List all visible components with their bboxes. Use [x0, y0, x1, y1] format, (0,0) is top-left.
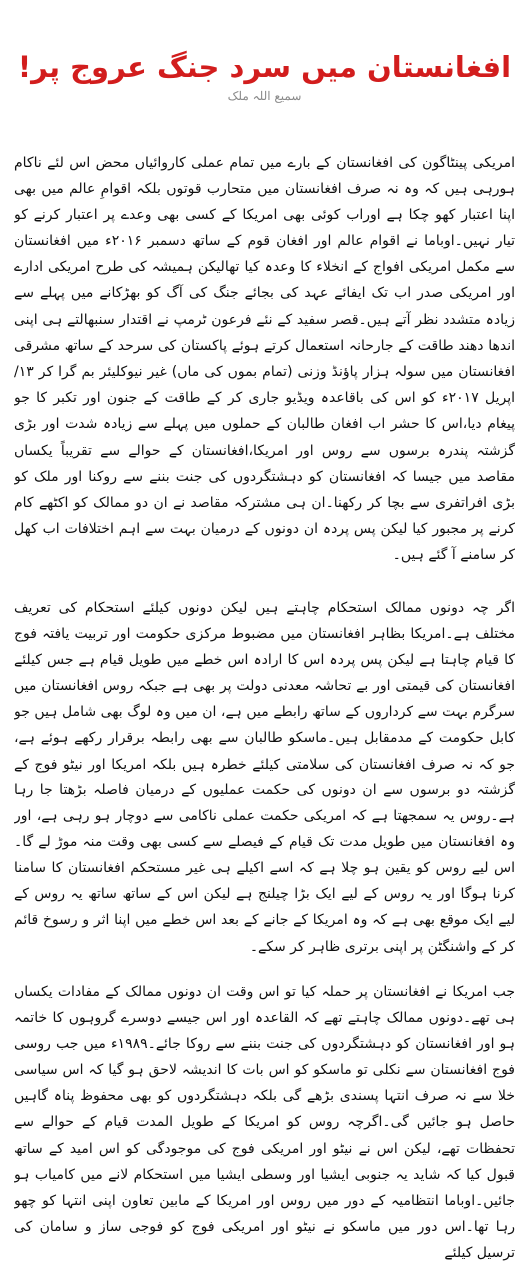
article-paragraph-5: جب امریکا نے افغانستان پر حملہ کیا تو اس وقت ان دونوں ممالک کے مفادات یکساں ہی تھے۔دونوں ممالک چاہتے تھے کہ القاعدہ اور اس جیسے دوسرے گروہوں کا خاتمہ ہو اور افغانستان کو دہشتگردوں کی جنت بننے سے روکا جائے۔۱۹۸۹ء میں جب روسی فوج افغانستان سے نکلی تو ماسکو کو اس بات کا اندیشہ لاحق ہو گیا کہ اس سیاسی خلا سے نہ صرف انتہا پسندی بڑھے گی بلکہ دہشتگردوں کو بھی محفوظ پناہ گاہیں حاصل ہو جائیں گی۔اگرچہ روس کو امریکا کے طویل المدت قیام کے حوالے سے تحفظات تھے، لیکن اس نے نیٹو اور امریکی فوج کی موجودگی کو اس امید کے ساتھ قبول کیا کہ شاید یہ جنوبی ایشیا اور وسطی ایشیا میں استحکام لانے میں کامیاب ہو جائیں۔اوباما انتظامیہ کے دور میں روس اور امریکا کے مابین تعاون اپنی انتہا کو چھو رہا تھا۔اس دور میں ماسکو نے نیٹو اور امریکی فوج کو فوجی ساز و سامان کی ترسیل کیلئے: [14, 984, 515, 1261]
article-paragraph-1: امریکی پینٹاگون کی افغانستان کے بارے میں تمام عملی کاروائیاں محض اس لئے ناکام ہورہی ہیں کہ وہ نہ صرف افغانستان میں متحارب قوتوں بلکہ اقوامِ عالم میں بھی اپنا اعتبار کھو چکا ہے اوراب کوئی بھی امریکا کے کسی بھی وعدے پر اعتبار کرنے کو تیار نہیں۔اوباما نے اقوام عالم اور افغان قوم کے ساتھ دسمبر ۲۰۱۶ء میں افغانستان سے مکمل امریکی افواج کے انخلاء کا وعدہ کیا تھالیکن ہمیشہ کی طرح امریکی ادارے اور امریکی صدر اب تک ایفائے عہد کی بجائے جنگ کی آگ کو بھڑکانے میں پہلے سے زیادہ متشدد نظر آتے ہیں۔قصر سفید کے نئے فرعون ٹرمپ نے اقتدار سنبھالتے ہی اپنی اندھا دھند طاقت کے جارحانہ استعمال کرتے ہوئے پاکستان کی سرحد کے ساتھ مشرقی افغانستان میں سولہ ہزار پاؤنڈ وزنی (تمام بموں کی ماں) غیر نیوکلیئر بم گرا کر ۱۳/اپریل ۲۰۱۷ء کو اس کی باقاعدہ ویڈیو جاری کر کے طاقت کے جنون اور تکبر کا جو پیغام دیا،اس کا حشر اب افغان طالبان کے حملوں میں پہلے سے زیادہ شدت اور بڑی: [14, 155, 515, 432]
article-paragraph-2: گزشتہ پندرہ برسوں سے روس اور امریکا،افغانستان کے حوالے سے تقریباً یکساں مقاصد میں جیسا کہ افغانستان کو دہشتگردوں کی جنت بننے سے روکنا اور ملک کو بڑی افراتفری سے بچا کر رکھنا۔ان ہی مشترکہ مقاصد نے ان دو ممالک کو اکٹھے کام کرنے پر مجبور کیا لیکن پس پردہ ان دونوں کے درمیان بہت سے اہم اختلافات اب کھل کر سامنے آ گئے ہیں۔: [14, 443, 515, 564]
author-byline: سمیع اللہ ملک: [227, 89, 302, 103]
article-headline: افغانستان میں سرد جنگ عروج پر!: [17, 50, 512, 85]
article-body: [14, 150, 515, 1279]
article-paragraph-3: اگر چہ دونوں ممالک استحکام چاہتے ہیں لیکن دونوں کیلئے استحکام کی تعریف مختلف ہے۔امریکا بظاہر افغانستان میں مضبوط مرکزی حکومت اور تربیت یافتہ فوج کا قیام چاہتا ہے لیکن پس پردہ اس کا ارادہ اس خطے میں طویل قیام ہے جس کیلئے افغانستان کی قیمتی اور بے تحاشہ معدنی دولت پر بھی ہے جبکہ روس افغانستان میں سرگرم بہت سے کرداروں کے ساتھ رابطے میں ہے، ان میں وہ لوگ بھی شامل ہیں جو کابل حکومت کے مدمقابل ہیں۔ماسکو طالبان سے بھی رابطہ برقرار رکھے ہوئے ہے، جو کہ نہ صرف افغانستان کی سلامتی کیلئے خطرہ ہیں بلکہ امریکا اور نیٹو فوج کے: [14, 600, 515, 773]
article-paragraph-4: گزشتہ دو برسوں سے ان دونوں کی حکمت عملیوں کے درمیان فاصلہ بڑھتا جا رہا ہے۔روس یہ سمجھتا ہے کہ امریکی حکمت عملی ناکامی سے دوچار ہو رہی ہے، اور وہ افغانستان میں طویل مدت تک قیام کے فیصلے سے کسی بھی وقت منہ موڑ لے گا۔اس لیے روس کو یقین ہو چلا ہے کہ اسے اکیلے ہی غیر مستحکم افغانستان کا سامنا کرنا ہوگا اور یہ روس کے لیے ایک بڑا چیلنج ہے لیکن اس کے ساتھ ساتھ یہ روس کے لیے ایک موقع بھی ہے کہ وہ امریکا کے جانے کے بعد اس خطے میں اپنا اثر و رسوخ قائم کر کے واشنگٹن پر اپنی برتری ظاہر کر سکے۔: [14, 782, 515, 955]
